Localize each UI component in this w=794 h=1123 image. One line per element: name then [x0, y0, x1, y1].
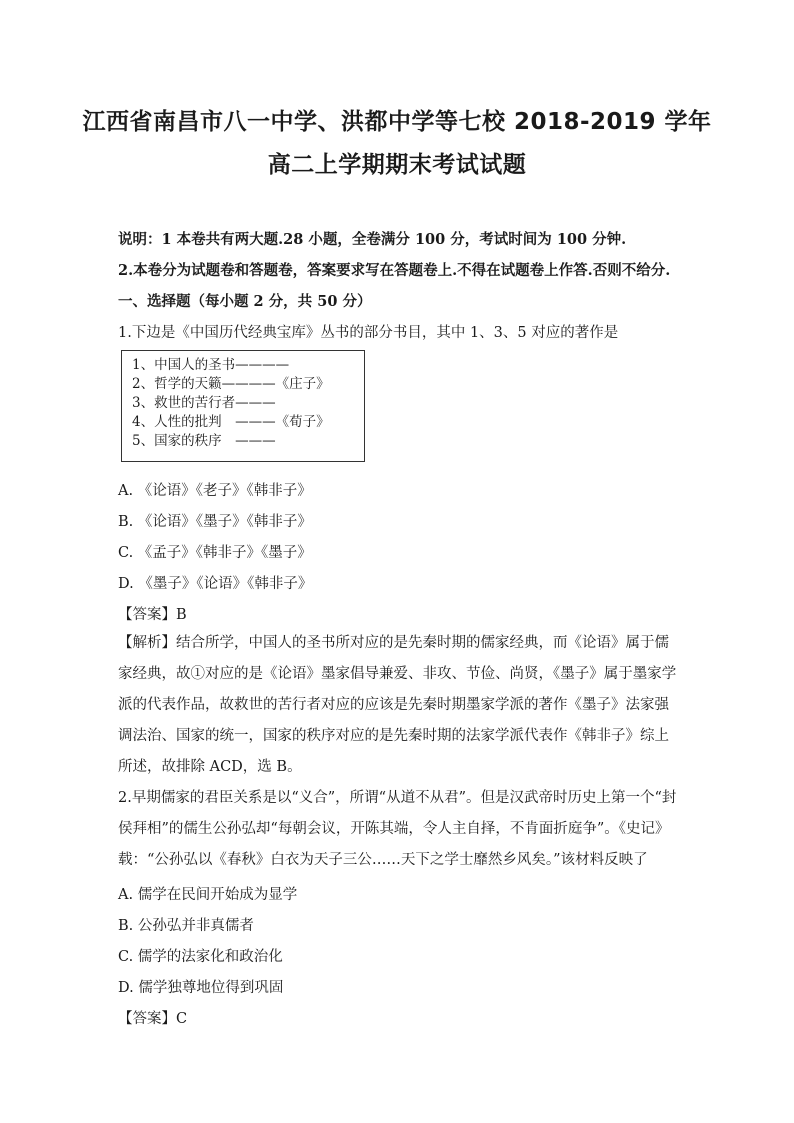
- question-2-option-a: A. 儒学在民间开始成为显学: [118, 887, 298, 903]
- question-2-stem: 2.早期儒家的君臣关系是以“义合”，所谓“从道不从君”。但是汉武帝时历史上第一个“封侯拜相”的儒生公孙弘却“每朝会议，开陈其端，令人主自择，不肯面折庭争”。《史记》载：“公孙弘以《春秋》白衣为天子三公……天下之学士靡然乡风矣。”该材料反映了: [118, 790, 677, 868]
- section-heading: 一、选择题（每小题 2 分，共 50 分）: [118, 293, 372, 310]
- question-1-analysis: 【解析】结合所学，中国人的圣书所对应的是先秦时期的儒家经典，而《论语》属于儒家经典，故①对应的是《论语》墨家倡导兼爱、非攻、节俭、尚贤，《墨子》属于墨家学派的代表作品，故救世的苦行者对应的应该是先秦时期墨家学派的著作《墨子》法家强调法治、国家的统一，国家的秩序对应的是先秦时期的法家学派代表作《韩非子》综上所述，故排除 ACD，选 B。: [118, 635, 677, 775]
- book-list-item: 1、中国人的圣书————: [132, 357, 290, 373]
- book-list-item: 2、哲学的天籁————《庄子》: [132, 376, 330, 392]
- question-2-option-b: B. 公孙弘并非真儒者: [118, 918, 254, 934]
- question-1-option-b: B. 《论语》《墨子》《韩非子》: [118, 514, 312, 530]
- question-1-option-c: C. 《孟子》《韩非子》《墨子》: [118, 545, 312, 561]
- title-line-1: 江西省南昌市八一中学、洪都中学等七校 2018-2019 学年: [82, 109, 712, 135]
- instruction-note-1: 说明：1 本卷共有两大题.28 小题，全卷满分 100 分，考试时间为 100 分钟.: [118, 231, 627, 248]
- question-1-option-a: A. 《论语》《老子》《韩非子》: [118, 483, 312, 499]
- book-list-box: [121, 350, 365, 462]
- book-list-item: 5、国家的秩序 ———: [132, 433, 276, 449]
- title-line-2: 高二上学期期末考试试题: [267, 152, 527, 178]
- question-1-option-d: D. 《墨子》《论语》《韩非子》: [118, 576, 313, 592]
- question-2-option-d: D. 儒学独尊地位得到巩固: [118, 980, 284, 996]
- question-2-answer: 【答案】C: [118, 1011, 188, 1027]
- question-2-option-c: C. 儒学的法家化和政治化: [118, 949, 283, 965]
- question-1-answer: 【答案】B: [118, 607, 187, 623]
- book-list-item: 4、人性的批判 ———《荀子》: [132, 414, 330, 430]
- instruction-note-2: 2.本卷分为试题卷和答题卷，答案要求写在答题卷上.不得在试题卷上作答.否则不给分.: [118, 262, 671, 279]
- book-list-item: 3、救世的苦行者———: [132, 395, 276, 411]
- question-1-stem: 1.下边是《中国历代经典宝库》丛书的部分书目，其中 1、3、5 对应的著作是: [118, 325, 619, 341]
